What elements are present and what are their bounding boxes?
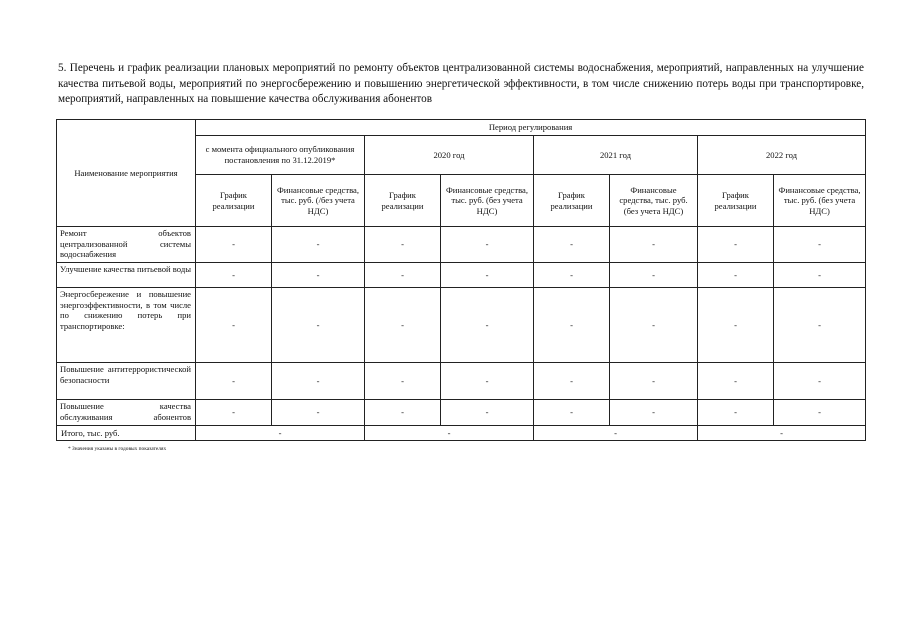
row-name: Ремонт объектов централизованной системы водоснабжения <box>57 227 196 263</box>
cell-value: - <box>534 227 610 263</box>
footnote: * Значения указаны в годовых показателях <box>68 446 167 452</box>
cell-value: - <box>534 400 610 426</box>
cell-value: - <box>610 288 698 363</box>
header-period-2021: 2021 год <box>534 136 698 175</box>
cell-value: - <box>441 263 534 288</box>
subheader-schedule: График реализации <box>698 175 774 227</box>
header-name: Наименование мероприятия <box>57 120 196 227</box>
total-row <box>57 426 866 441</box>
header-period: Период регулирования <box>196 120 866 136</box>
cell-value: - <box>365 400 441 426</box>
total-value: - <box>196 426 365 441</box>
plan-table <box>56 119 866 441</box>
subheader-finance: Финансовые средства, тыс. руб. (без учета НДС) <box>774 175 866 227</box>
cell-value: - <box>774 400 866 426</box>
cell-value: - <box>698 227 774 263</box>
cell-value: - <box>196 363 272 400</box>
subheader-schedule: График реализации <box>365 175 441 227</box>
cell-value: - <box>196 227 272 263</box>
header-period-initial: с момента официального опубликования постановления по 31.12.2019* <box>196 136 365 175</box>
total-value: - <box>534 426 698 441</box>
cell-value: - <box>774 288 866 363</box>
subheader-finance: Финансовые средства, тыс. руб. (/без учета НДС) <box>272 175 365 227</box>
table-row <box>57 263 866 288</box>
cell-value: - <box>698 263 774 288</box>
cell-value: - <box>272 263 365 288</box>
cell-value: - <box>610 363 698 400</box>
row-name: Повышение антитеррористической безопасности <box>57 363 196 400</box>
cell-value: - <box>441 363 534 400</box>
cell-value: - <box>441 227 534 263</box>
subheader-schedule: График реализации <box>196 175 272 227</box>
cell-value: - <box>610 400 698 426</box>
cell-value: - <box>272 363 365 400</box>
cell-value: - <box>441 400 534 426</box>
total-value: - <box>698 426 866 441</box>
cell-value: - <box>774 227 866 263</box>
total-value: - <box>365 426 534 441</box>
row-name: Улучшение качества питьевой воды <box>57 263 196 288</box>
subheader-finance: Финансовые средства, тыс. руб. (без учета НДС) <box>441 175 534 227</box>
subheader-finance: Финансовые средства, тыс. руб. (без учета НДС) <box>610 175 698 227</box>
table-row <box>57 288 866 363</box>
cell-value: - <box>365 263 441 288</box>
cell-value: - <box>365 227 441 263</box>
subheader-schedule: График реализации <box>534 175 610 227</box>
total-label: Итого, тыс. руб. <box>57 426 196 441</box>
cell-value: - <box>534 363 610 400</box>
table-row <box>57 400 866 426</box>
row-name: Повышение качества обслуживания абонентов <box>57 400 196 426</box>
cell-value: - <box>272 288 365 363</box>
cell-value: - <box>774 263 866 288</box>
cell-value: - <box>196 400 272 426</box>
cell-value: - <box>196 288 272 363</box>
cell-value: - <box>698 363 774 400</box>
cell-value: - <box>698 400 774 426</box>
cell-value: - <box>272 400 365 426</box>
cell-value: - <box>534 263 610 288</box>
cell-value: - <box>610 227 698 263</box>
cell-value: - <box>365 288 441 363</box>
cell-value: - <box>610 263 698 288</box>
section-heading: 5. Перечень и график реализации плановых мероприятий по ремонту объектов централизованной системы водоснабжения, мероприятий, направленных на улучшение качества питьевой воды, мероприятий по энергосбережению и повышению энергетической эффективности, в том числе снижению потерь воды при транспортировке, мероприятий, направленных на повышение качества обслуживания абонентов <box>58 62 864 105</box>
table-row <box>57 363 866 400</box>
cell-value: - <box>272 227 365 263</box>
table-row <box>57 227 866 263</box>
cell-value: - <box>534 288 610 363</box>
cell-value: - <box>698 288 774 363</box>
cell-value: - <box>441 288 534 363</box>
cell-value: - <box>365 363 441 400</box>
cell-value: - <box>196 263 272 288</box>
row-name: Энергосбережение и повышение энергоэффективности, в том числе по снижению потерь при транспортировке: <box>57 288 196 363</box>
header-period-2022: 2022 год <box>698 136 866 175</box>
cell-value: - <box>774 363 866 400</box>
header-period-2020: 2020 год <box>365 136 534 175</box>
